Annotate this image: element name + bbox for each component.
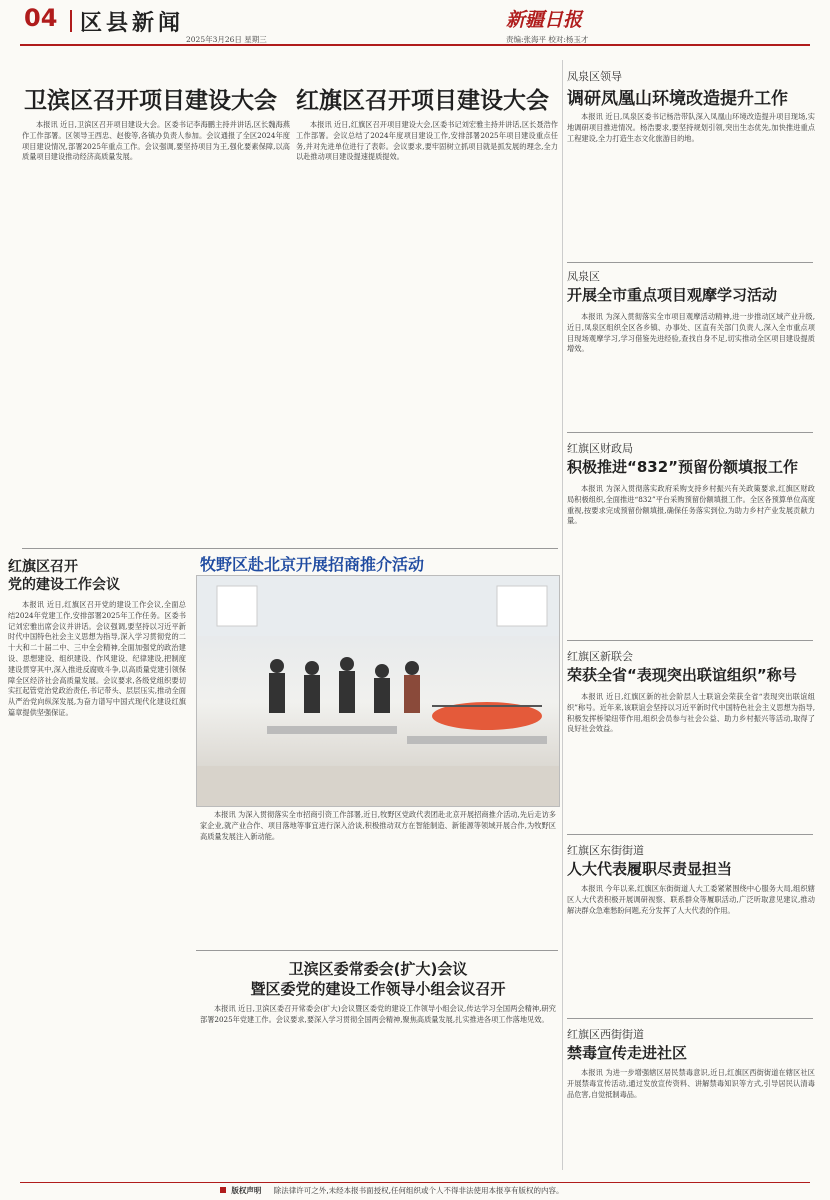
masthead [0,0,830,48]
headline-hq-party-1: 红旗区召开 [8,559,78,575]
divider [567,640,813,641]
article-wb-plan-body: 本报讯 近日,卫滨区召开项目建设大会。区委书记李海鹏主持并讲话,区长魏海燕作工作部署。区领导王西忠、赵俊等,各镇办负责人参加。会议通报了全区2024年度项目建设情况,部署2025年重点工作。会议强调,要坚持项目为王,强化要素保障,以高质量项目建设推动经济高质量发展。 [22,120,290,162]
headline-wb-party-1: 卫滨区委常委会(扩大)会议 [288,960,468,978]
article-hq-plan-body: 本报讯 近日,红旗区召开项目建设大会,区委书记刘宏雅主持并讲话,区长聂浩作工作部署。会议总结了2024年度项目建设工作,安排部署2025年项目建设重点任务,并对先进单位进行了表彰。会议要求,要牢固树立抓项目就是抓发展的理念,全力以赴推动项目建设提速提质提效。 [296,120,558,162]
event-photo [196,575,560,807]
masthead-divider [70,10,72,32]
brand-logo: 新疆日报 [506,9,583,31]
headline-fh-survey: 调研凤凰山环境改造提升工作 [567,89,788,109]
headline-hq-finance: 积极推进“832”预留份额填报工作 [567,458,799,476]
article-hq-xijie-body: 本报讯 为进一步增强辖区居民禁毒意识,近日,红旗区西街街道在辖区社区开展禁毒宣传活动,通过发放宣传资料、讲解禁毒知识等方式,引导居民认清毒品危害,自觉抵制毒品。 [567,1068,815,1099]
headline-hq-xijie: 禁毒宣传走进社区 [567,1044,688,1062]
source-fq-study: 凤泉区 [567,270,600,283]
source-fh-survey: 凤泉区领导 [567,70,622,83]
article-hq-dongjie-body: 本报讯 今年以来,红旗区东街街道人大工委紧紧围绕中心服务大局,组织辖区人大代表积极开展调研视察、联系群众等履职活动,广泛听取意见建议,推动解决群众急难愁盼问题,充分发挥了人大代表的作用。 [567,884,815,915]
source-hq-finance: 红旗区财政局 [567,442,633,455]
article-fh-survey-body: 本报讯 近日,凤泉区委书记杨浩带队深入凤凰山环境改造提升项目现场,实地调研项目推进情况。杨浩要求,要坚持规划引领,突出生态优先,加快推进重点工程建设,全力打造生态文化旅游目的地。 [567,112,815,143]
source-hq-xijie: 红旗区西街街道 [567,1028,644,1041]
source-hq-union: 红旗区新联会 [567,650,633,663]
article-hq-finance-body: 本报讯 为深入贯彻落实政府采购支持乡村振兴有关政策要求,红旗区财政局积极组织,全面推进“832”平台采购预留份额填报工作。全区各预算单位高度重视,按要求完成预留份额填报,确保任务落实到位,为助力乡村产业发展贡献力量。 [567,484,815,526]
divider [567,432,813,433]
footer [220,1185,564,1196]
headline-wb-plan: 卫滨区召开项目建设大会 [24,88,277,114]
divider [567,1018,813,1019]
article-fq-study-body: 本报讯 为深入贯彻落实全市项目观摩活动精神,进一步推动区域产业升级,近日,凤泉区组织全区各乡镇、办事处、区直有关部门负责人,深入全市重点项目现场观摩学习,学习借鉴先进经验,查找自身不足,切实推动全区项目建设提质增效。 [567,312,815,354]
masthead-rule [20,44,810,46]
headline-hq-plan: 红旗区召开项目建设大会 [296,88,549,114]
editors: 责编:张海平 校对:杨玉才 [506,35,589,44]
column-divider [562,60,563,1170]
copyright-icon [220,1187,226,1193]
footer-text: 除法律许可之外,未经本报书面授权,任何组织或个人不得非法使用本报享有版权的内容。 [273,1186,564,1195]
headline-hq-union: 荣获全省“表现突出联谊组织”称号 [567,666,797,684]
article-hq-union-body: 本报讯 近日,红旗区新的社会阶层人士联谊会荣获全省“表现突出联谊组织”称号。近年来,该联谊会坚持以习近平新时代中国特色社会主义思想为指导,积极发挥桥梁纽带作用,组织会员参与社会公益、助力乡村振兴等活动,取得了良好社会效益。 [567,692,815,734]
article-my-invest-caption: 本报讯 为深入贯彻落实全市招商引资工作部署,近日,牧野区党政代表团赴北京开展招商推介活动,先后走访多家企业,就产业合作、项目落地等事宜进行深入洽谈,积极推动双方在智能制造、新能源等领域开展合作,为牧野区高质量发展注入新动能。 [200,810,556,841]
headline-hq-dongjie: 人大代表履职尽责显担当 [567,860,733,878]
article-wb-party-body: 本报讯 近日,卫滨区委召开常委会(扩大)会议暨区委党的建设工作领导小组会议,传达学习全国两会精神,研究部署2025年党建工作。会议要求,要深入学习贯彻全国两会精神,聚焦高质量发展,扎实推进各项工作落地见效。 [200,1004,556,1024]
headline-wb-party-2: 暨区委党的建设工作领导小组会议召开 [250,980,506,998]
article-hq-party-body: 本报讯 近日,红旗区召开党的建设工作会议,全面总结2024年党建工作,安排部署2025年工作任务。区委书记刘宏雅出席会议并讲话。会议强调,要坚持以习近平新时代中国特色社会主义思想为指导,深入学习贯彻党的二十大和二十届二中、三中全会精神,全面加强党的政治建设、思想建设、组织建设、作风建设、纪律建设,把制度建设贯穿其中,深入推进反腐败斗争,以高质量党建引领保障全区经济社会高质量发展。会议要求,各级党组织要切实扛起管党治党政治责任,书记带头、层层压实,推动全面从严治党向纵深发展,为奋力谱写中国式现代化建设红旗篇章提供坚强保证。 [8,600,186,717]
divider [567,262,813,263]
issue-date: 2025年3月26日 星期三 [186,35,267,44]
event-photo-illustration [197,576,559,806]
headline-my-invest: 牧野区赴北京开展招商推介活动 [200,555,425,574]
headline-hq-party-2: 党的建设工作会议 [8,577,120,593]
divider [22,548,558,549]
footer-label: 版权声明 [231,1186,262,1195]
headline-fq-study: 开展全市重点项目观摩学习活动 [567,286,778,304]
divider [567,834,813,835]
footer-rule [20,1182,810,1183]
page-number: 04 [24,4,58,32]
section-title: 区县新闻 [80,11,185,36]
source-hq-dongjie: 红旗区东街街道 [567,844,644,857]
divider [196,950,558,951]
